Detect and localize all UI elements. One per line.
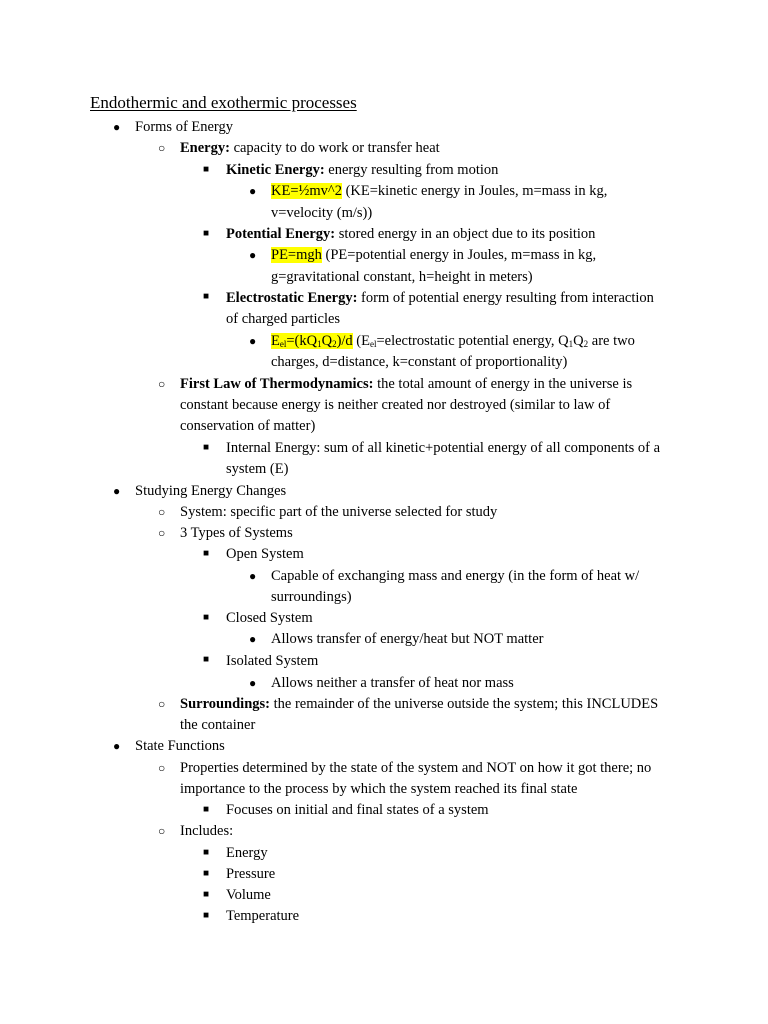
potential-energy-definition: Potential Energy: stored energy in an object due to its position <box>226 226 596 242</box>
disc-bullet: ● <box>113 120 121 134</box>
disc-bullet: ● <box>113 739 121 753</box>
square-bullet: ■ <box>203 164 210 175</box>
closed-system-desc: Allows transfer of energy/heat but NOT matter <box>271 631 544 647</box>
system-definition: System: specific part of the universe selected for study <box>180 504 498 520</box>
internal-energy-line2: system (E) <box>226 461 289 477</box>
document-title: Endothermic and exothermic processes <box>90 93 357 112</box>
eel-formula: $E_{el}=(kQ_1Q_2)/d$ <box>271 333 353 349</box>
square-bullet: ■ <box>203 654 210 665</box>
disc-bullet: ● <box>249 632 257 646</box>
internal-energy-line1: Internal Energy: sum of all kinetic+potential energy of all components of a <box>226 440 661 456</box>
open-system-desc2: surroundings) <box>271 589 352 605</box>
circle-bullet: ○ <box>158 141 166 155</box>
includes-item-energy: Energy <box>226 845 268 861</box>
disc-bullet: ● <box>249 248 257 262</box>
circle-bullet: ○ <box>158 505 166 519</box>
properties-line2: importance to the process by which the system reached its final state <box>180 781 578 797</box>
circle-bullet: ○ <box>158 761 166 775</box>
electrostatic-energy-definition: Electrostatic Energy: form of potential energy resulting from interaction <box>226 290 654 306</box>
ke-formula-line2: v=velocity (m/s)) <box>271 205 373 221</box>
square-bullet: ■ <box>203 291 210 302</box>
state-functions-heading: State Functions <box>135 738 225 754</box>
includes-item-temperature: Temperature <box>226 908 300 924</box>
energy-definition: Energy: capacity to do work or transfer heat <box>180 140 440 156</box>
open-system-desc1: Capable of exchanging mass and energy (in the form of heat w/ <box>271 568 640 584</box>
types-of-systems: 3 Types of Systems <box>180 525 293 541</box>
pe-formula-line2: g=gravitational constant, h=height in meters) <box>271 269 533 285</box>
square-bullet: ■ <box>203 868 210 879</box>
surroundings-definition: Surroundings: the remainder of the universe outside the system; this INCLUDES <box>180 696 659 712</box>
square-bullet: ■ <box>203 910 210 921</box>
square-bullet: ■ <box>203 804 210 815</box>
ke-formula: KE=½mv^2 <box>271 183 342 199</box>
square-bullet: ■ <box>203 442 210 453</box>
disc-bullet: ● <box>249 569 257 583</box>
closed-system: Closed System <box>226 610 313 626</box>
disc-bullet: ● <box>249 676 257 690</box>
kinetic-energy-definition: Kinetic Energy: energy resulting from motion <box>226 162 499 178</box>
circle-bullet: ○ <box>158 526 166 540</box>
square-bullet: ■ <box>203 847 210 858</box>
eel-formula-line2: charges, d=distance, k=constant of proportionality) <box>271 354 568 370</box>
includes-line: Includes: <box>180 823 234 839</box>
first-law-line3: conservation of matter) <box>180 418 316 434</box>
studying-heading: Studying Energy Changes <box>135 483 287 499</box>
electrostatic-energy-line2: of charged particles <box>226 311 341 327</box>
isolated-system-desc: Allows neither a transfer of heat nor mass <box>271 675 514 691</box>
circle-bullet: ○ <box>158 697 166 711</box>
forms-heading: Forms of Energy <box>135 119 234 135</box>
includes-item-volume: Volume <box>226 887 271 903</box>
eel-formula-line: $E_{el}=(kQ_1Q_2)/d$ ($E_{el}=electrostatic$ potential energy, $Q_1Q_2$ are two <box>271 333 635 349</box>
circle-bullet: ○ <box>158 824 166 838</box>
square-bullet: ■ <box>203 612 210 623</box>
pe-formula: PE=mgh <box>271 247 322 263</box>
open-system: Open System <box>226 546 304 562</box>
disc-bullet: ● <box>113 484 121 498</box>
first-law-definition: First Law of Thermodynamics: the total amount of energy in the universe is <box>180 376 633 392</box>
properties-line1: Properties determined by the state of the system and NOT on how it got there; no <box>180 760 652 776</box>
first-law-line2: constant because energy is neither created nor destroyed (similar to law of <box>180 397 611 413</box>
square-bullet: ■ <box>203 889 210 900</box>
pe-formula-line: PE=mgh (PE=potential energy in Joules, m=mass in kg, <box>271 247 597 263</box>
includes-item-pressure: Pressure <box>226 866 276 882</box>
circle-bullet: ○ <box>158 377 166 391</box>
surroundings-line2: the container <box>180 717 256 733</box>
isolated-system: Isolated System <box>226 653 319 669</box>
ke-formula-line: KE=½mv^2 (KE=kinetic energy in Joules, m=mass in kg, <box>271 183 608 199</box>
focuses-line: Focuses on initial and final states of a system <box>226 802 489 818</box>
square-bullet: ■ <box>203 548 210 559</box>
disc-bullet: ● <box>249 334 257 348</box>
square-bullet: ■ <box>203 228 210 239</box>
disc-bullet: ● <box>249 184 257 198</box>
